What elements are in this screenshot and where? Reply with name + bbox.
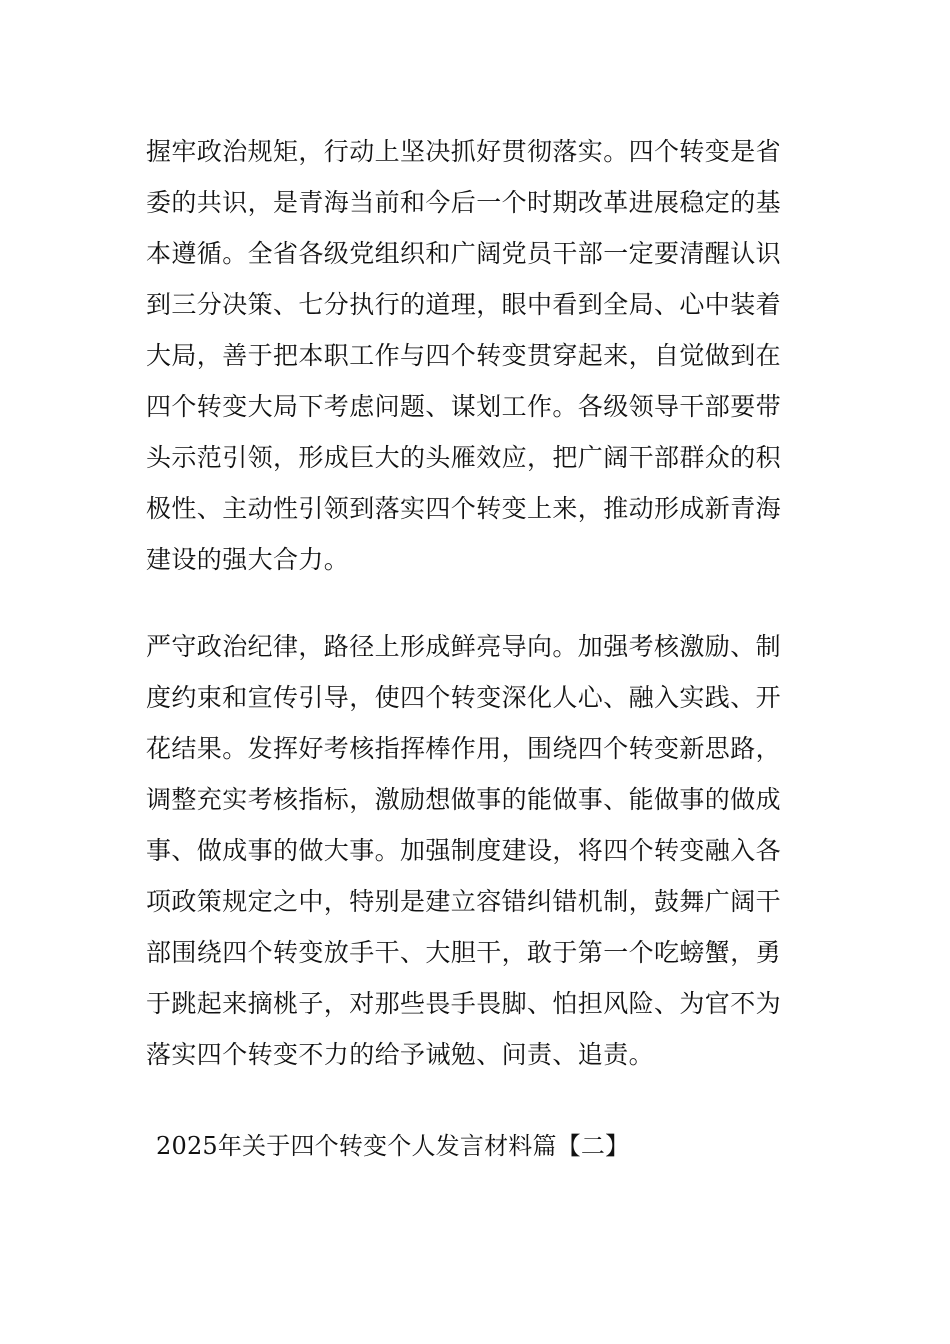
- paragraph-line: 建设的强大合力。: [146, 545, 350, 574]
- paragraph-line: 到三分决策、七分执行的道理，眼中看到全局、心中装着: [146, 290, 782, 319]
- paragraph-line: 度约束和宣传引导，使四个转变深化人心、融入实践、开: [146, 683, 782, 712]
- paragraph-line: 委的共识，是青海当前和今后一个时期改革进展稳定的基: [146, 188, 782, 217]
- paragraph-line: 本遵循。全省各级党组织和广阔党员干部一定要清醒认识: [146, 239, 782, 268]
- paragraph-line: 大局，善于把本职工作与四个转变贯穿起来，自觉做到在: [146, 341, 782, 370]
- paragraph-line: 项政策规定之中，特别是建立容错纠错机制，鼓舞广阔干: [146, 887, 782, 916]
- paragraph-line: 部围绕四个转变放手干、大胆干，敢于第一个吃螃蟹，勇: [146, 938, 782, 967]
- paragraph-political-rules: [146, 126, 810, 585]
- paragraph-line: 极性、主动性引领到落实四个转变上来，推动形成新青海: [146, 494, 782, 523]
- section-heading: 2025年关于四个转变个人发言材料篇【二】: [156, 1132, 630, 1160]
- paragraph-line: 花结果。发挥好考核指挥棒作用，围绕四个转变新思路，: [146, 734, 782, 763]
- paragraph-political-discipline: [146, 621, 810, 1080]
- paragraph-line: 四个转变大局下考虑问题、谋划工作。各级领导干部要带: [146, 392, 782, 421]
- paragraph-line: 事、做成事的做大事。加强制度建设，将四个转变融入各: [146, 836, 782, 865]
- paragraph-line: 落实四个转变不力的给予诫勉、问责、追责。: [146, 1040, 655, 1069]
- paragraph-line: 握牢政治规矩，行动上坚决抓好贯彻落实。四个转变是省: [146, 137, 782, 166]
- paragraph-line: 于跳起来摘桃子，对那些畏手畏脚、怕担风险、为官不为: [146, 989, 782, 1018]
- paragraph-line: 调整充实考核指标，激励想做事的能做事、能做事的做成: [146, 785, 782, 814]
- paragraph-line: 头示范引领，形成巨大的头雁效应，把广阔干部群众的积: [146, 443, 782, 472]
- paragraph-line: 严守政治纪律，路径上形成鲜亮导向。加强考核激励、制: [146, 632, 782, 661]
